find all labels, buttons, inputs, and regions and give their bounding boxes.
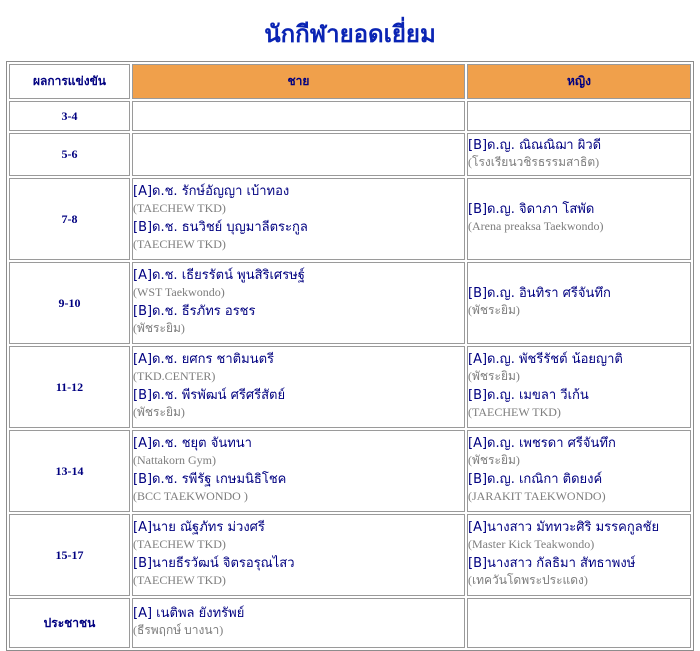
athlete-name: [A]ด.ญ. เพชรดา ศรีจันทึก [468,436,616,451]
category-cell: 9-10 [9,262,130,344]
category-cell: 11-12 [9,346,130,428]
athlete-club: (พัชระยิม) [468,453,520,467]
athlete-name: [B]ด.ช. ธนวิชย์ บุญมาลีตระกูล [133,220,308,235]
athlete-club: (TAECHEW TKD) [133,237,226,251]
table-row [9,101,691,131]
category-cell: 5-6 [9,133,130,176]
athlete-name: [B]ด.ช. พีรพัฒน์ ศรีศรีสัตย์ [133,388,286,403]
athlete-club: (พัชระยิม) [468,369,520,383]
athlete-entry [468,436,690,468]
athlete-name: [A] เนติพล ยังทรัพย์ [133,606,245,621]
athlete-entry [468,556,690,588]
table-row [9,598,691,648]
athlete-entry [468,286,690,318]
athlete-club: (ธีรพฤกษ์ บางนา) [133,623,224,637]
men-cell [132,430,465,512]
men-cell [132,178,465,260]
athlete-entry [468,388,690,420]
athlete-club: (TKD.CENTER) [133,369,216,383]
athlete-entry [133,388,464,420]
athlete-entry [133,436,464,468]
athlete-name: [B]ด.ญ. อินทิรา ศรีจันทึก [468,286,611,301]
category-cell: 15-17 [9,514,130,596]
category-cell: 3-4 [9,101,130,131]
women-cell [467,262,691,344]
athlete-name: [A]นาย ณัฐภัทร ม่วงศรี [133,520,265,535]
men-cell [132,514,465,596]
men-cell [132,346,465,428]
athlete-name: [A]ด.ช. ยศกร ชาติมนตรี [133,352,275,367]
athlete-entry [133,220,464,252]
athlete-club: (TAECHEW TKD) [133,537,226,551]
athlete-club: (JARAKIT TAEKWONDO) [468,489,606,503]
table-row [9,514,691,596]
women-cell [467,430,691,512]
athlete-entry [133,304,464,336]
athlete-entry [468,472,690,504]
category-cell: 7-8 [9,178,130,260]
athlete-club: (พัชระยิม) [133,405,185,419]
athlete-club: (TAECHEW TKD) [133,201,226,215]
table-row [9,133,691,176]
athlete-club: (Arena preaksa Taekwondo) [468,219,604,233]
results-table [6,61,694,651]
athlete-club: (WST Taekwondo) [133,285,225,299]
women-cell [467,101,691,131]
women-cell [467,514,691,596]
page-title: นักกีฬายอดเยี่ยม [264,20,436,48]
athlete-entry [133,606,464,638]
athlete-name: [B]ด.ญ. จิดาภา โสพัด [468,202,595,217]
athlete-name: [A]ด.ช. รักษ์อัญญา เบ้าทอง [133,184,290,199]
athlete-entry [133,184,464,216]
athlete-entry [133,268,464,300]
women-cell [467,178,691,260]
athlete-entry [133,520,464,552]
athlete-club: (Nattakorn Gym) [133,453,216,467]
table-row [9,178,691,260]
header-women: หญิง [467,64,691,99]
athlete-name: [A]ด.ช. เธียรรัตน์ พูนสิริเศรษฐ์ [133,268,305,283]
athlete-entry [468,520,690,552]
athlete-entry [468,202,690,234]
athlete-name: [B]นางสาว กัลธิมา สัทธาพงษ์ [468,556,636,571]
athlete-entry [133,556,464,588]
athlete-name: [B]ด.ญ. ณิณณิฌา ผิวดี [468,137,602,153]
athlete-club: (Master Kick Teakwondo) [468,537,595,551]
table-row [9,430,691,512]
athlete-club: (TAECHEW TKD) [468,405,561,419]
athlete-entry [133,352,464,384]
men-cell [132,101,465,131]
athlete-club: (พัชระยิม) [133,321,185,335]
men-cell [132,262,465,344]
athlete-club: (เทควันโดพระประแดง) [468,573,588,587]
athlete-name: [B]ด.ช. รพีรัฐ เกษมนิธิโชค [133,472,287,487]
category-cell: ประชาชน [9,598,130,648]
athlete-club: (BCC TAEKWONDO ) [133,489,248,503]
header-row [9,64,691,99]
athlete-club: (โรงเรียนวชิรธรรมสาธิต) [468,154,600,169]
athlete-name: [B]ด.ญ. เกณิกา ติดยงค์ [468,472,603,487]
athlete-club: (TAECHEW TKD) [133,573,226,587]
athlete-club: (พัชระยิม) [468,303,520,317]
women-cell [467,598,691,648]
table-row [9,262,691,344]
athlete-name: [B]ด.ญ. เมขลา วีเก้น [468,388,589,403]
men-cell [132,133,465,176]
athlete-entry [468,138,690,170]
athlete-name: [B]นายธีรวัฒน์ จิตรอรุณไสว [133,556,295,571]
header-category: ผลการแข่งขัน [9,64,130,99]
athlete-entry [133,472,464,504]
athlete-name: [A]ด.ญ. พัชรีรัชต์ น้อยญาติ [468,352,623,367]
table-row [9,346,691,428]
women-cell [467,133,691,176]
women-cell [467,346,691,428]
athlete-name: [A]นางสาว มัททวะศิริ มรรคกูลชัย [468,520,660,535]
athlete-name: [B]ด.ช. ธีรภัทร อรชร [133,304,256,319]
men-cell [132,598,465,648]
athlete-name: [A]ด.ช. ชยุต จันทนา [133,436,252,451]
athlete-entry [468,352,690,384]
category-cell: 13-14 [9,430,130,512]
header-men: ชาย [132,64,465,99]
